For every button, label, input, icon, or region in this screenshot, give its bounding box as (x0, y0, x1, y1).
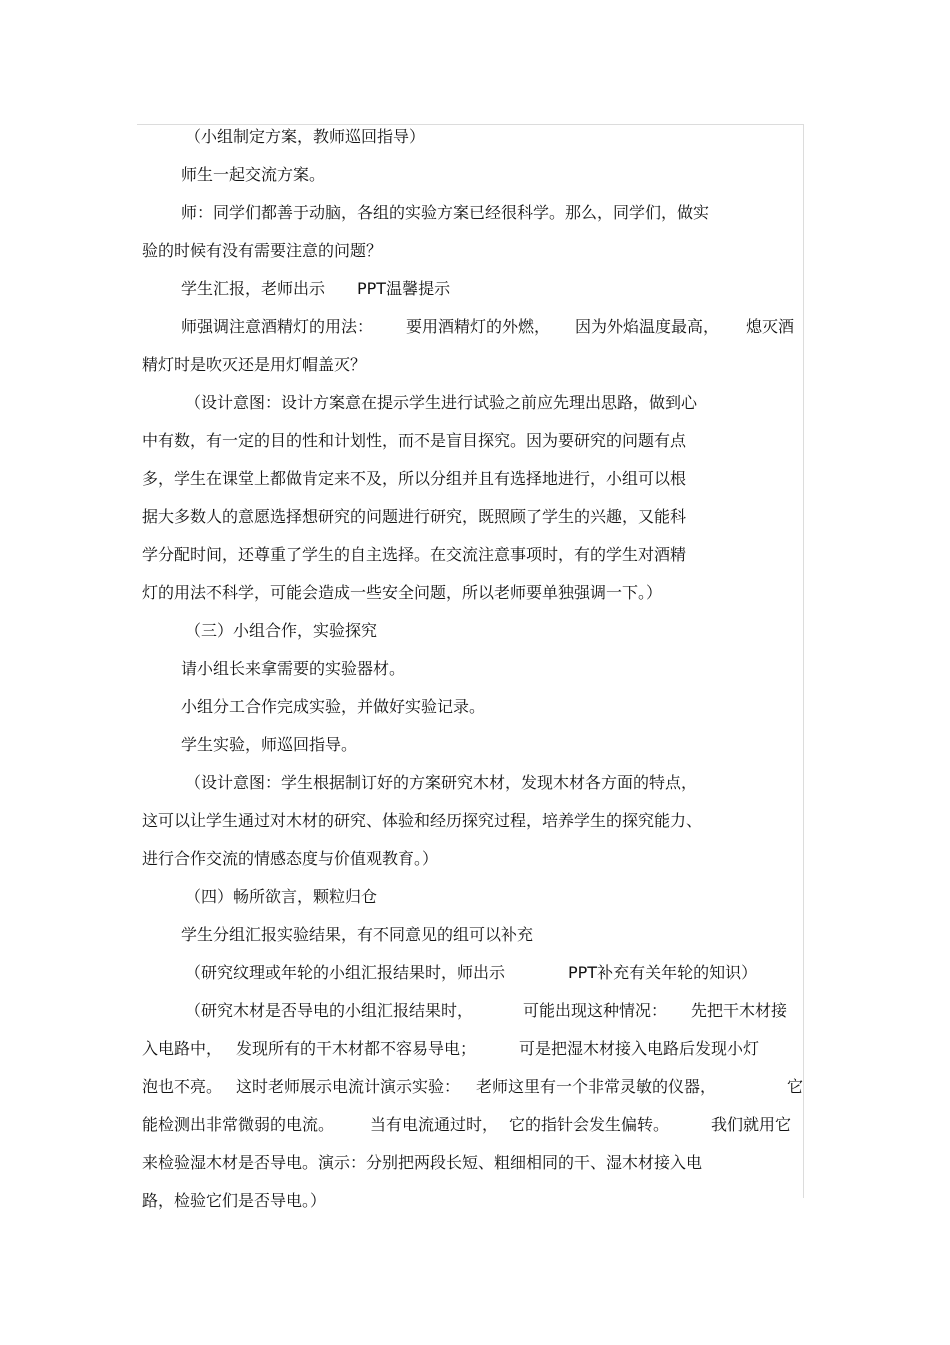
paragraph-line: 入电路中， 发现所有的干木材都不容易导电； 可是把湿木材接入电路后发现小灯 (142, 1039, 760, 1058)
paragraph-line: 多，学生在课堂上都做肯定来不及，所以分组并且有选择地进行，小组可以根 (142, 469, 687, 488)
paragraph-line: 进行合作交流的情感态度与价值观教育。） (142, 849, 439, 868)
paragraph-line: （设计意图：设计方案意在提示学生进行试验之前应先理出思路，做到心 (185, 393, 698, 412)
paragraph-line: 路，检验它们是否导电。） (142, 1191, 327, 1210)
paragraph-line: 学生实验，师巡回指导。 (181, 735, 358, 754)
paragraph-line: 学分配时间，还尊重了学生的自主选择。在交流注意事项时，有的学生对酒精 (142, 545, 687, 564)
paragraph-line: 学生分组汇报实验结果，有不同意见的组可以补充 (181, 925, 534, 944)
paragraph-line: 这可以让学生通过对木材的研究、体验和经历探究过程，培养学生的探究能力、 (142, 811, 703, 830)
paragraph-line: 师强调注意酒精灯的用法： 要用酒精灯的外燃， 因为外焰温度最高， 熄灭酒 (181, 317, 795, 336)
paragraph-line: 师生一起交流方案。 (181, 165, 326, 184)
paragraph-line: 精灯时是吹灭还是用灯帽盖灭？ (142, 355, 367, 374)
paragraph-line: 师：同学们都善于动脑，各组的实验方案已经很科学。那么，同学们，做实 (181, 203, 710, 222)
paragraph-line: 中有数，有一定的目的性和计划性，而不是盲目探究。因为要研究的问题有点 (142, 431, 687, 450)
paragraph-line: （研究木材是否导电的小组汇报结果时， 可能出现这种情况： 先把干木材接 (185, 1001, 788, 1020)
paragraph-line: 灯的用法不科学，可能会造成一些安全问题，所以老师要单独强调一下。） (142, 583, 663, 602)
paragraph-line: 来检验湿木材是否导电。演示：分别把两段长短、粗细相同的干、湿木材接入电 (142, 1153, 703, 1172)
paragraph-line: （研究纹理或年轮的小组汇报结果时，师出示 PPT补充有关年轮的知识） (185, 963, 758, 982)
paragraph-line: 据大多数人的意愿选择想研究的问题进行研究，既照顾了学生的兴趣，又能科 (142, 507, 687, 526)
paragraph-line: 验的时候有没有需要注意的问题？ (142, 241, 383, 260)
paragraph-line: 能检测出非常微弱的电流。 当有电流通过时， 它的指针会发生偏转。 我们就用它 (142, 1115, 792, 1134)
paragraph-line: （小组制定方案，教师巡回指导） (185, 127, 426, 146)
paragraph-line: 请小组长来拿需要的实验器材。 (181, 659, 406, 678)
paragraph-line: 学生汇报，老师出示 PPT温馨提示 (181, 279, 451, 298)
section-heading: （三）小组合作，实验探究 (185, 621, 378, 640)
paragraph-line: 小组分工合作完成实验，并做好实验记录。 (181, 697, 486, 716)
section-heading: （四）畅所欲言，颗粒归仓 (185, 887, 378, 906)
paragraph-line: （设计意图：学生根据制订好的方案研究木材，发现木材各方面的特点， (185, 773, 698, 792)
paragraph-line: 泡也不亮。 这时老师展示电流计演示实验： 老师这里有一个非常灵敏的仪器， 它 (142, 1077, 804, 1096)
